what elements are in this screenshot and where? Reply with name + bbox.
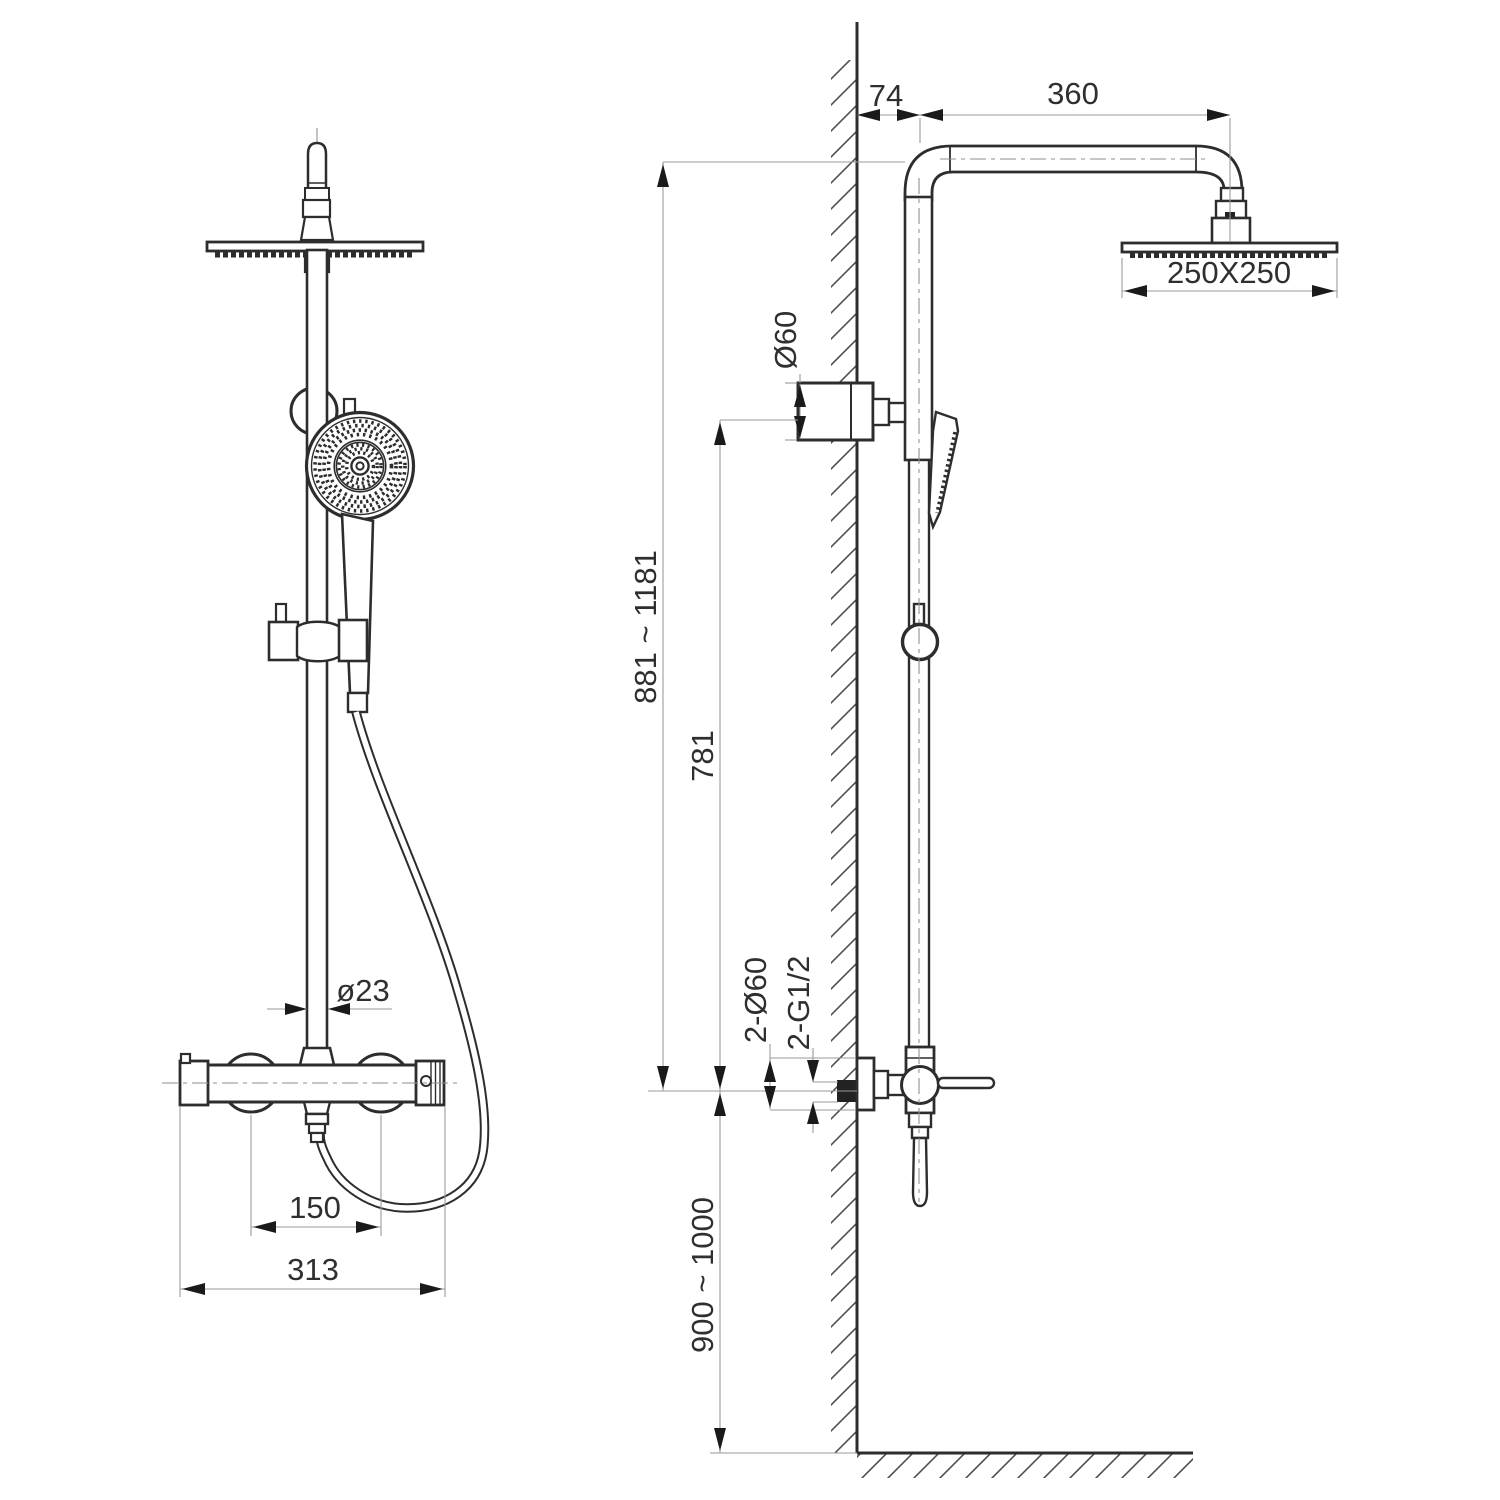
hose-outlet [311, 1133, 323, 1142]
mixer-knob-side [902, 1067, 939, 1104]
supply-escutcheon-side [857, 1058, 874, 1110]
hose-end-side [913, 1138, 927, 1206]
dim-pipe-diameter-label: ø23 [336, 973, 390, 1008]
hand-shower-side [929, 412, 958, 527]
dim-outlet-spacing-label: 150 [289, 1190, 341, 1225]
dim-supply-thread-label: 2-G1/2 [781, 955, 816, 1051]
dim-wall-offset-label: 74 [868, 78, 904, 113]
dim-valve-mount-height-label: 900 ~ 1000 [685, 1196, 720, 1354]
wall-hatching [831, 60, 857, 1453]
dim-head-size-label: 250X250 [1166, 255, 1292, 290]
dim-valve-width-label: 313 [287, 1252, 339, 1287]
dimension-head-size [1122, 255, 1337, 298]
mixer-valve-side [837, 1047, 994, 1206]
mixer-lever [938, 1078, 994, 1088]
side-view [628, 22, 1337, 1478]
slider-holder-side [903, 604, 938, 660]
hand-shower-front [307, 413, 414, 520]
dimension-bracket-diameter [768, 311, 806, 440]
dim-overall-height-label: 881 ~ 1181 [628, 550, 663, 704]
dim-bracket-height-label: 781 [685, 730, 720, 782]
dimension-pipe-diameter [267, 973, 392, 1015]
front-view [162, 128, 485, 1297]
dimension-supply-thread [781, 956, 838, 1133]
dim-bracket-diameter-label: Ø60 [768, 310, 803, 370]
dimension-overall-height [628, 162, 905, 1091]
shower-hose [320, 712, 485, 1208]
wall-bracket-side [798, 383, 905, 440]
slider-pin [276, 604, 286, 623]
hand-shower-handle-front [342, 514, 373, 712]
shower-arm [905, 146, 1242, 200]
dim-supply-eccentric-label: 2-Ø60 [738, 956, 773, 1044]
mixer-valve-front [162, 1048, 458, 1142]
top-cap-front [301, 143, 333, 240]
dim-arm-length-label: 360 [1047, 76, 1099, 111]
floor-hatching [857, 1453, 1193, 1478]
